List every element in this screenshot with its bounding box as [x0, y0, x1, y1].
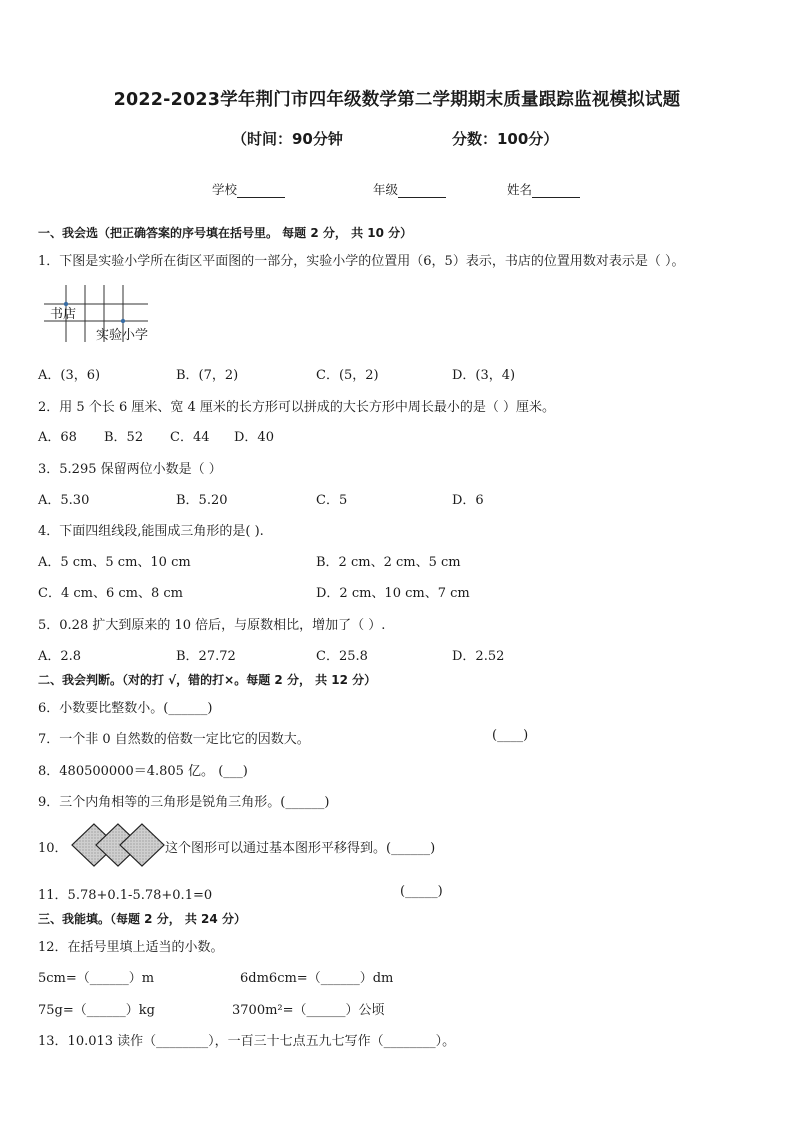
q4-option-c[interactable]: C．4 cm、6 cm、8 cm [38, 586, 183, 601]
diamond-pattern-figure [70, 822, 166, 868]
q2-option-c[interactable]: C．44 [170, 430, 210, 445]
school-marker [121, 319, 125, 323]
q1-option-b[interactable]: B．(7，2) [176, 368, 239, 383]
question-7: 7．一个非 0 自然数的倍数一定比它的因数大。 [38, 732, 310, 747]
grade-blank[interactable] [398, 185, 446, 198]
q12-item-1[interactable]: 5cm=（______）m [38, 971, 155, 986]
q2-option-a[interactable]: A．68 [38, 430, 77, 445]
question-11: 11．5.78+0.1-5.78+0.1=0 [38, 888, 213, 903]
question-6[interactable]: 6．小数要比整数小。(______) [38, 701, 213, 716]
q12-item-2[interactable]: 6dm6cm=（______）dm [240, 971, 394, 986]
q4-option-a[interactable]: A．5 cm、5 cm、10 cm [38, 555, 191, 570]
q3-option-d[interactable]: D．6 [452, 493, 484, 508]
exam-time: （时间：90分钟 [232, 130, 343, 148]
page-title: 2022-2023学年荆门市四年级数学第二学期期末质量跟踪监视模拟试题 [113, 90, 681, 110]
q2-option-d[interactable]: D．40 [234, 430, 274, 445]
q3-option-a[interactable]: A．5.30 [38, 493, 90, 508]
question-13[interactable]: 13．10.013 读作（________），一百三十七点五九七写作（________）。 [38, 1034, 456, 1049]
section-1-heading: 一、我会选（把正确答案的序号填在括号里。 每题 2 分， 共 10 分） [38, 226, 413, 240]
map-label-school: 实验小学 [96, 328, 149, 343]
q2-option-b[interactable]: B．52 [104, 430, 144, 445]
q5-option-d[interactable]: D．2.52 [452, 649, 505, 664]
question-8[interactable]: 8．480500000＝4.805 亿。 (___) [38, 764, 248, 779]
section-3-heading: 三、我能填。（每题 2 分， 共 24 分） [38, 912, 246, 926]
q4-option-b[interactable]: B．2 cm、2 cm、5 cm [316, 555, 461, 570]
question-3: 3．5.295 保留两位小数是（ ） [38, 462, 222, 477]
exam-score: 分数：100分） [452, 130, 559, 148]
school-label: 学校 [212, 182, 238, 197]
question-1: 1．下图是实验小学所在街区平面图的一部分，实验小学的位置用（6，5）表示，书店的位置用数对表示是（ ）。 [38, 254, 685, 269]
section-2-heading: 二、我会判断。（对的打 √，错的打×。每题 2 分， 共 12 分） [38, 673, 377, 687]
q11-answer-blank[interactable]: (_____) [400, 884, 443, 899]
q7-answer-blank[interactable]: (____) [492, 728, 529, 743]
name-label: 姓名 [507, 182, 533, 197]
question-12: 12．在括号里填上适当的小数。 [38, 940, 224, 955]
question-5: 5．0.28 扩大到原来的 10 倍后，与原数相比，增加了（ ）. [38, 618, 386, 633]
name-field[interactable] [507, 180, 580, 198]
school-blank[interactable] [237, 185, 285, 198]
question-4: 4．下面四组线段,能围成三角形的是( ). [38, 524, 264, 539]
q3-option-c[interactable]: C．5 [316, 493, 348, 508]
grade-field[interactable] [373, 180, 446, 198]
q4-option-d[interactable]: D．2 cm、10 cm、7 cm [316, 586, 470, 601]
question-10-number: 10． [38, 841, 68, 856]
question-10[interactable]: 这个图形可以通过基本图形平移得到。(______) [165, 841, 436, 856]
q5-option-a[interactable]: A．2.8 [38, 649, 82, 664]
q1-option-d[interactable]: D．(3，4) [452, 368, 516, 383]
school-field[interactable] [212, 180, 285, 198]
q5-option-c[interactable]: C．25.8 [316, 649, 368, 664]
question-2: 2．用 5 个长 6 厘米、宽 4 厘米的长方形可以拼成的大长方形中周长最小的是（ ）厘米。 [38, 400, 556, 415]
question-9[interactable]: 9．三个内角相等的三角形是锐角三角形。(______) [38, 795, 330, 810]
q5-option-b[interactable]: B．27.72 [176, 649, 236, 664]
q12-item-3[interactable]: 75g=（______）kg [38, 1003, 155, 1018]
map-label-bookstore: 书店 [50, 307, 77, 322]
name-blank[interactable] [532, 185, 580, 198]
q3-option-b[interactable]: B．5.20 [176, 493, 228, 508]
grade-label: 年级 [373, 182, 399, 197]
q1-option-c[interactable]: C．(5，2) [316, 368, 379, 383]
q1-option-a[interactable]: A．(3，6) [38, 368, 101, 383]
q12-item-4[interactable]: 3700m²=（______）公顷 [232, 1003, 385, 1018]
